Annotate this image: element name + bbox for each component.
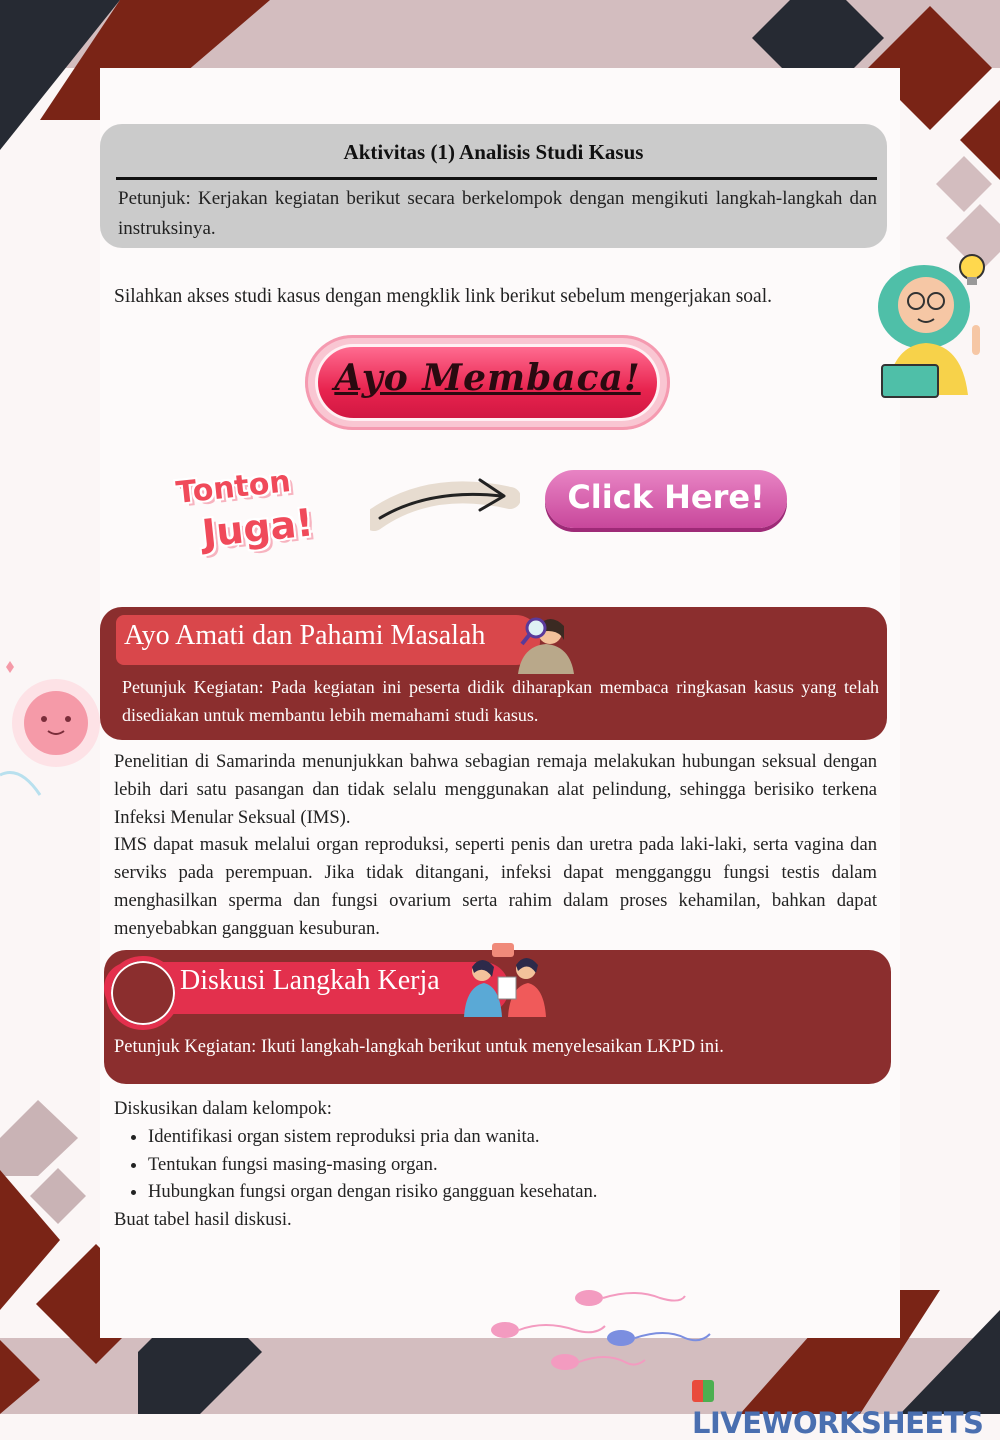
- steps-outro: Buat tabel hasil diskusi.: [114, 1209, 292, 1231]
- steps-intro: Diskusikan dalam kelompok:: [114, 1098, 332, 1119]
- liveworksheets-logo-icon: [692, 1380, 714, 1402]
- diskusi-instruction: Petunjuk Kegiatan: Ikuti langkah-langkah berikut untuk menyelesaikan LKPD ini.: [114, 1037, 724, 1057]
- liveworksheets-logo[interactable]: [692, 1372, 1000, 1440]
- amati-section-card: [100, 607, 887, 740]
- activity-instruction: Petunjuk: Kerjakan kegiatan berikut secara berkelompok dengan mengikuti langkah-langkah dan instruksinya.: [118, 188, 877, 239]
- amati-title: Ayo Amati dan Pahami Masalah: [124, 620, 486, 651]
- discussion-steps: [114, 1095, 874, 1234]
- ayo-membaca-button[interactable]: [305, 335, 670, 430]
- discussion-people-illustration: [460, 943, 550, 1017]
- arrow-right-icon: [370, 470, 520, 535]
- circle-badge-icon: [106, 956, 180, 1030]
- step-item-3: • Hubungkan fungsi organ dengan risiko gangguan kesehatan.: [148, 1178, 874, 1206]
- step-item-2: • Tentukan fungsi masing-masing organ.: [148, 1151, 874, 1179]
- juga-label: Juga!: [200, 500, 316, 556]
- tonton-juga-sticker: [172, 464, 347, 560]
- sperm-cells-illustration: [485, 1282, 715, 1377]
- title-divider: [116, 177, 877, 180]
- activity-header-card: [100, 124, 887, 248]
- tonton-label: Tonton: [174, 464, 293, 511]
- liveworksheets-logo-text: LIVEWORKSHEETS: [692, 1406, 984, 1440]
- step-item-1: • Identifikasi organ sistem reproduksi pria dan wanita.: [148, 1123, 874, 1151]
- magnifier-person-illustration: [510, 612, 580, 674]
- girl-reading-illustration: [872, 245, 1000, 405]
- steps-list: [114, 1123, 874, 1206]
- activity-title: Aktivitas (1) Analisis Studi Kasus: [343, 140, 644, 164]
- case-summary: [114, 748, 877, 943]
- click-here-label: Click Here!: [567, 478, 765, 516]
- ayo-membaca-label: Ayo Membaca!: [334, 357, 641, 399]
- diskusi-title: Diskusi Langkah Kerja: [180, 965, 440, 996]
- click-here-button[interactable]: [545, 470, 787, 528]
- case-paragraph-1: Penelitian di Samarinda menunjukkan bahwa sebagian remaja melakukan hubungan seksual dengan lebih dari satu pasangan dan tidak selalu menggunakan alat pelindung, sehingga berisiko terkena Infeksi Menular Seksual (IMS).: [114, 751, 877, 828]
- intro-text: Silahkan akses studi kasus dengan mengklik link berikut sebelum mengerjakan soal.: [114, 286, 772, 307]
- egg-cell-illustration: [0, 655, 110, 815]
- amati-instruction: Petunjuk Kegiatan: Pada kegiatan ini peserta didik diharapkan membaca ringkasan kasus yang telah disediakan untuk membantu lebih memahami studi kasus.: [122, 677, 879, 725]
- case-paragraph-2: IMS dapat masuk melalui organ reproduksi, seperti penis dan uretra pada laki-laki, serta vagina dan serviks pada perempuan. Jika tidak ditangani, infeksi dapat mengganggu fungsi testis dalam menghasilkan sperma dan fungsi ovarium serta rahim dalam proses kehamilan, bahkan dapat menyebabkan gangguan kesuburan.: [114, 834, 877, 939]
